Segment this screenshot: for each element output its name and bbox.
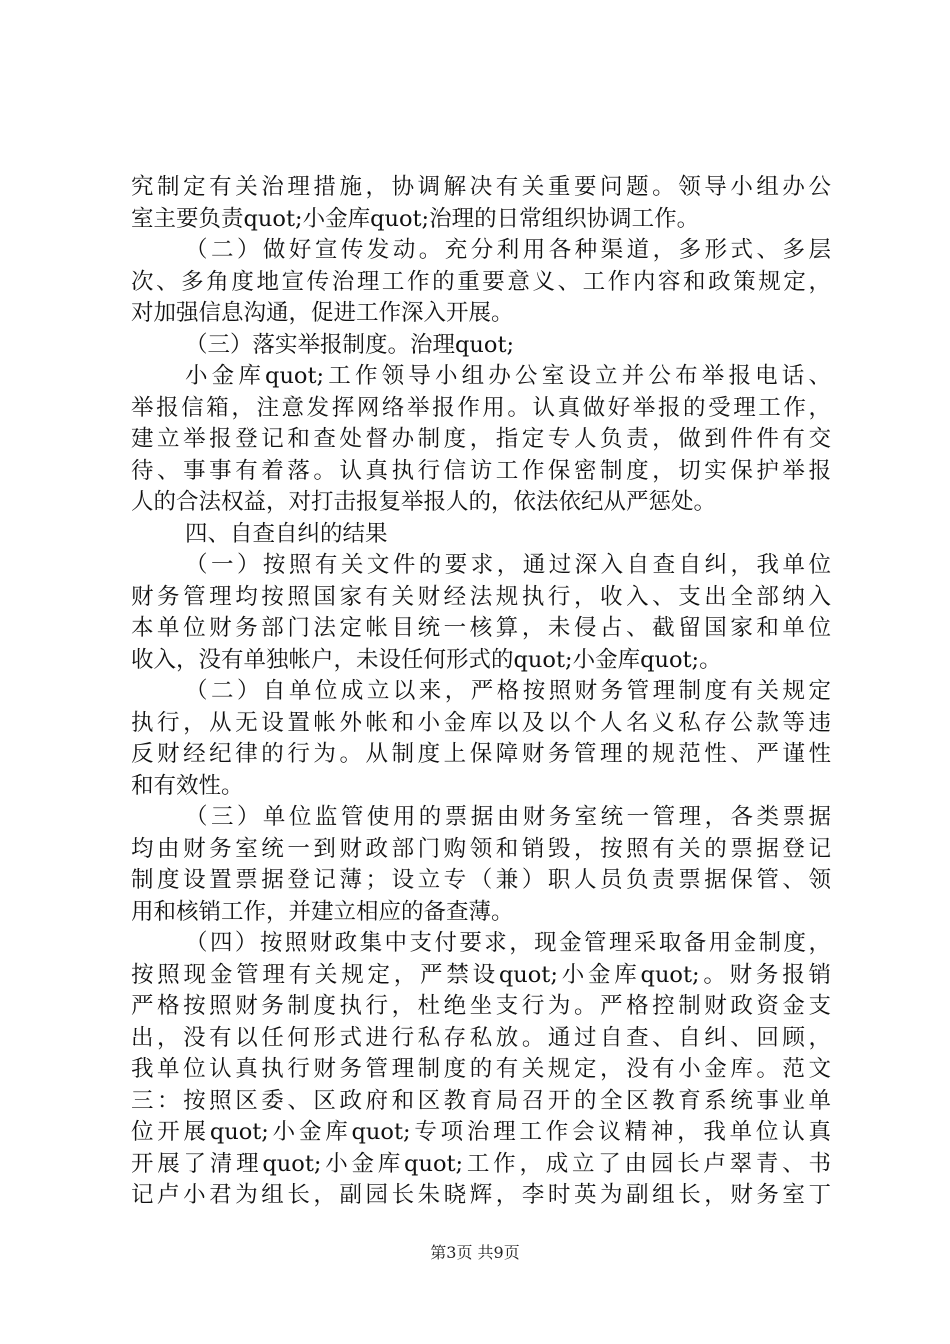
text-line: 次、多角度地宣传治理工作的重要意义、工作内容和政策规定， [131,268,831,295]
text-line: 执行，从无设置帐外帐和小金库以及以个人名义私存公款等违 [131,709,831,736]
text-line: （三）落实举报制度。治理quot; [185,331,515,358]
text-line: 严格按照财务制度执行，杜绝坐支行为。严格控制财政资金支 [131,993,831,1019]
text-line: 小金库quot;工作领导小组办公室设立并公布举报电话、 [185,363,831,389]
text-line: 人的合法权益，对打击报复举报人的，依法依纪从严惩处。 [131,489,717,515]
text-line: 室主要负责quot;小金库quot;治理的日常组织协调工作。 [131,205,700,232]
text-line: 位开展quot;小金库quot;专项治理工作会议精神，我单位认真 [131,1119,831,1145]
text-line: 开展了清理quot;小金库quot;工作，成立了由园长卢翠青、书 [131,1150,831,1177]
text-line: 我单位认真执行财务管理制度的有关规定，没有小金库。范文 [131,1056,831,1082]
text-line: 本单位财务部门法定帐目统一核算，未侵占、截留国家和单位 [131,615,831,641]
text-line: 财务管理均按照国家有关财经法规执行，收入、支出全部纳入 [131,583,831,610]
text-line: 四、自查自纠的结果 [185,520,388,547]
text-line: 和有效性。 [131,772,244,799]
text-line: 均由财务室统一到财政部门购领和销毁，按照有关的票据登记 [131,835,831,862]
text-line: （三）单位监管使用的票据由财务室统一管理，各类票据 [185,804,831,830]
text-line: 三：按照区委、区政府和区教育局召开的全区教育系统事业单 [131,1087,831,1114]
text-line: 举报信箱，注意发挥网络举报作用。认真做好举报的受理工作， [131,394,831,421]
page-footer: 第3页 共9页 [430,1243,520,1262]
text-line: 收入，没有单独帐户，未设任何形式的quot;小金库quot;。 [131,646,722,673]
text-line: 制度设置票据登记薄；设立专（兼）职人员负责票据保管、领 [131,867,831,893]
text-line: （二）自单位成立以来，严格按照财务管理制度有关规定 [185,678,831,704]
text-line: 反财经纪律的行为。从制度上保障财务管理的规范性、严谨性 [131,741,831,767]
text-line: 待、事事有着落。认真执行信访工作保密制度，切实保护举报 [131,457,831,484]
text-line: 建立举报登记和查处督办制度，指定专人负责，做到件件有交 [131,426,831,452]
text-line: 记卢小君为组长，副园长朱晓辉，李时英为副组长，财务室丁 [131,1182,831,1208]
text-line: 对加强信息沟通，促进工作深入开展。 [131,300,514,326]
text-line: 用和核销工作，并建立相应的备查薄。 [131,898,514,925]
text-line: 究制定有关治理措施，协调解决有关重要问题。领导小组办公 [131,174,831,200]
text-line: 按照现金管理有关规定，严禁设quot;小金库quot;。财务报销 [131,961,831,988]
text-line: 出，没有以任何形式进行私存私放。通过自查、自纠、回顾， [131,1024,831,1051]
text-line: （二）做好宣传发动。充分利用各种渠道，多形式、多层 [185,237,831,263]
text-line: （一）按照有关文件的要求，通过深入自查自纠，我单位 [185,552,831,578]
text-line: （四）按照财政集中支付要求，现金管理采取备用金制度， [185,930,831,956]
document-body [131,172,831,1212]
